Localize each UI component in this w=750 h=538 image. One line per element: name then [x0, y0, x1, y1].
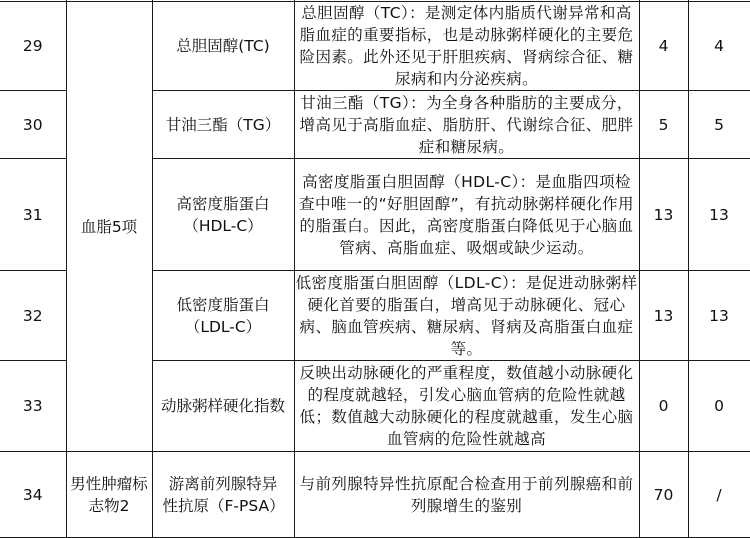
value-cell: /	[688, 452, 750, 538]
value-cell: 13	[639, 271, 688, 361]
row-number-cell: 30	[0, 91, 66, 159]
value-cell: 4	[639, 2, 688, 91]
value-cell: 0	[688, 361, 750, 452]
item-name-cell: 低密度脂蛋白（LDL-C）	[152, 271, 294, 361]
value-cell: 0	[639, 361, 688, 452]
table-row	[0, 452, 750, 538]
value-cell: 5	[639, 91, 688, 159]
item-name-cell: 总胆固醇(TC)	[152, 2, 294, 91]
item-name-cell: 甘油三酯（TG）	[152, 91, 294, 159]
value-cell: 13	[688, 159, 750, 271]
group-cell: 血脂5项	[66, 2, 152, 452]
description-cell: 低密度脂蛋白胆固醇（LDL-C）：是促进动脉粥样硬化首要的脂蛋白，增高见于动脉硬化、冠心病、脑血管疾病、糖尿病、肾病及高脂蛋白血症等。	[294, 271, 639, 361]
table-row	[0, 2, 750, 91]
value-cell: 70	[639, 452, 688, 538]
row-number-cell: 31	[0, 159, 66, 271]
value-cell: 5	[688, 91, 750, 159]
description-cell: 总胆固醇（TC）：是测定体内脂质代谢异常和高脂血症的重要指标，也是动脉粥样硬化的主要危险因素。此外还见于肝胆疾病、肾病综合征、糖尿病和内分泌疾病。	[294, 2, 639, 91]
description-cell: 甘油三酯（TG）：为全身各种脂肪的主要成分，增高见于高脂血症、脂肪肝、代谢综合征、肥胖症和糖尿病。	[294, 91, 639, 159]
description-cell: 高密度脂蛋白胆固醇（HDL-C）：是血脂四项检查中唯一的“好胆固醇”，有抗动脉粥样硬化作用的脂蛋白。因此，高密度脂蛋白降低见于心脑血管病、高脂血症、吸烟或缺少运动。	[294, 159, 639, 271]
value-cell: 13	[639, 159, 688, 271]
value-cell: 4	[688, 2, 750, 91]
description-cell: 反映出动脉硬化的严重程度，数值越小动脉硬化的程度就越轻，引发心脑血管病的危险性就越低；数值越大动脉硬化的程度就越重，发生心脑血管病的危险性就越高	[294, 361, 639, 452]
row-number-cell: 29	[0, 2, 66, 91]
description-cell: 与前列腺特异性抗原配合检查用于前列腺癌和前列腺增生的鉴别	[294, 452, 639, 538]
item-name-cell: 动脉粥样硬化指数	[152, 361, 294, 452]
item-name-cell: 游离前列腺特异性抗原（F-PSA）	[152, 452, 294, 538]
row-number-cell: 32	[0, 271, 66, 361]
row-number-cell: 33	[0, 361, 66, 452]
item-name-cell: 高密度脂蛋白（HDL-C）	[152, 159, 294, 271]
group-cell: 男性肿瘤标志物2	[66, 452, 152, 538]
row-number-cell: 34	[0, 452, 66, 538]
value-cell: 13	[688, 271, 750, 361]
